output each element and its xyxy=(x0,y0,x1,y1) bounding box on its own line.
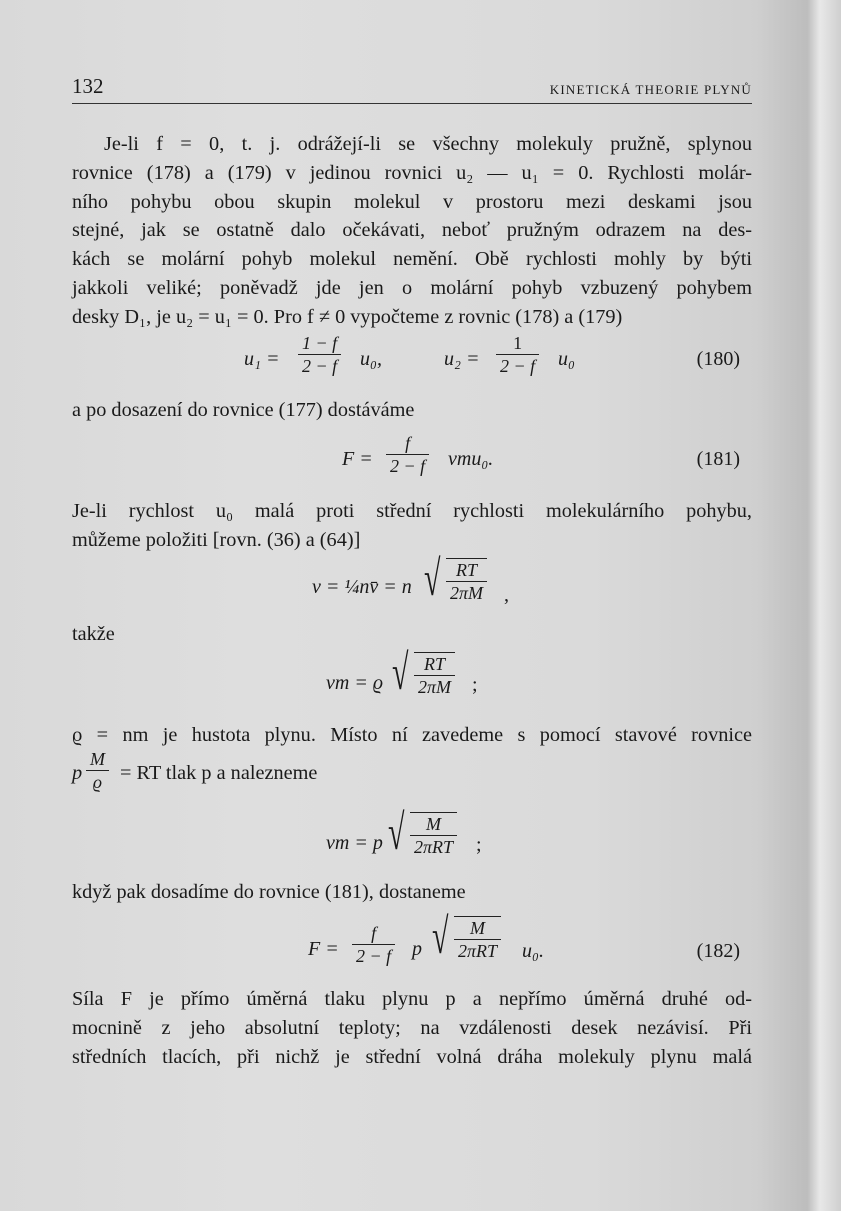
symbol-p: p xyxy=(72,762,83,784)
equation-181 xyxy=(72,432,752,488)
equation-nu xyxy=(72,550,752,618)
text-line: Je-li rychlost u₀ malá proti střední rychlosti molekulárního pohybu, xyxy=(72,500,752,522)
sqrt xyxy=(424,550,487,606)
paragraph-2 xyxy=(72,497,752,555)
eq-lhs: u₁ = xyxy=(244,348,280,370)
denominator: 2 − f xyxy=(500,356,536,376)
equation-vm-rho xyxy=(72,644,752,712)
numerator: RT xyxy=(414,653,455,676)
numerator: RT xyxy=(446,559,487,582)
text-line: Síla F je přímo úměrná tlaku plynu p a nepřímo úměrná druhé od- xyxy=(72,988,752,1010)
fraction xyxy=(352,922,395,967)
text-line: když pak dosadíme do rovnice (181), dostaneme xyxy=(72,881,466,903)
text-line: takže xyxy=(72,623,115,645)
fraction xyxy=(496,332,539,377)
running-title: KINETICKÁ THEORIE PLYNŮ xyxy=(549,82,752,97)
text-line: rovnice (178) a (179) v jedinou rovnici u₂ — u₁ = 0. Rychlosti molár- xyxy=(72,161,752,184)
numerator: M xyxy=(410,813,457,836)
numerator: 1 xyxy=(496,332,539,355)
symbol-p: p xyxy=(412,938,422,960)
fraction xyxy=(386,432,429,477)
text-line: kách se molární pohyb molekul nemění. Obě rychlosti mohly by býti xyxy=(72,248,752,271)
eq-tail: u₀. xyxy=(522,940,544,962)
text-line: stejné, jak se ostatně dalo očekávati, neboť pružným odrazem na des- xyxy=(72,219,752,242)
text-line: ního pohybu obou skupin molekul v prostoru mezi deskami jsou xyxy=(72,190,752,213)
sqrt xyxy=(432,908,501,964)
numerator: f xyxy=(386,432,429,455)
eq-tail: , xyxy=(504,584,509,606)
paragraph-3-line-2 xyxy=(72,748,752,792)
text-line: a po dosazení do rovnice (177) dostáváme xyxy=(72,399,415,421)
eq-lhs: F = xyxy=(308,938,339,960)
denominator: 2 − f xyxy=(356,946,392,966)
denominator: ϱ xyxy=(92,772,103,792)
denominator: 2πRT xyxy=(458,941,498,961)
denominator: 2πM xyxy=(418,677,452,697)
denominator: 2 − f xyxy=(390,456,426,476)
paragraph-1 xyxy=(72,130,752,332)
numerator: 1 − f xyxy=(298,332,341,355)
equation-180 xyxy=(72,332,752,388)
sqrt xyxy=(392,644,455,700)
equation-vm-p xyxy=(72,804,752,872)
eq-tail: ; xyxy=(476,834,482,856)
denominator: 2πM xyxy=(450,583,484,603)
eq-tail: νmu₀. xyxy=(448,448,494,470)
denominator: 2πRT xyxy=(414,837,454,857)
running-header xyxy=(72,74,752,104)
eq-lhs: νm = ϱ xyxy=(326,672,383,694)
radical-sign: √ xyxy=(392,644,409,700)
text-line: = RT tlak p a nalezneme xyxy=(120,762,318,784)
fraction xyxy=(86,748,109,793)
numerator: f xyxy=(352,922,395,945)
equation-number: (181) xyxy=(696,448,740,470)
fraction xyxy=(298,332,341,377)
text-line: můžeme položiti [rovn. (36) a (64)] xyxy=(72,528,361,551)
eq-lhs: ν = ¼nv̄ = n xyxy=(312,576,412,598)
text-line: Je-li f = 0, t. j. odrážejí-li se všechny molekuly pružně, splynou xyxy=(104,133,752,155)
numerator: M xyxy=(454,917,501,940)
paragraph-3 xyxy=(72,721,752,750)
radical-sign: √ xyxy=(432,908,449,964)
text-line: ϱ = nm je hustota plynu. Místo ní zavedeme s pomocí stavové rovnice xyxy=(72,724,752,746)
eq-tail: u₀, xyxy=(360,348,382,370)
radical-sign: √ xyxy=(388,804,405,860)
eq-lhs: νm = p xyxy=(326,832,383,854)
text-line: mocnině z jeho absolutní teploty; na vzdálenosti desek nezávisí. Při xyxy=(72,1016,752,1039)
denominator: 2 − f xyxy=(302,356,338,376)
radical-sign: √ xyxy=(424,550,441,606)
paragraph-4 xyxy=(72,985,752,1071)
numerator: M xyxy=(86,748,109,771)
equation-number: (182) xyxy=(696,940,740,962)
text-line: středních tlacích, při nichž je střední volná dráha molekuly plynu malá xyxy=(72,1045,752,1068)
eq-lhs: F = xyxy=(342,448,373,470)
equation-number: (180) xyxy=(696,348,740,370)
text-takze xyxy=(72,620,752,649)
equation-182 xyxy=(72,908,752,978)
text-line: jakkoli veliké; poněvadž jde jen o molární pohyb vzbuzený pohybem xyxy=(72,276,752,299)
sqrt xyxy=(388,804,457,860)
text-before-182 xyxy=(72,878,752,907)
text-line: desky D₁, je u₂ = u₁ = 0. Pro f ≠ 0 vypočteme z rovnic (178) a (179) xyxy=(72,305,623,328)
eq-tail: u₀ xyxy=(558,348,575,370)
eq-lhs: u₂ = xyxy=(444,348,480,370)
eq-tail: ; xyxy=(472,674,478,696)
text-after-180 xyxy=(72,396,752,425)
page-number: 132 xyxy=(72,74,104,98)
header-rule xyxy=(72,103,752,104)
